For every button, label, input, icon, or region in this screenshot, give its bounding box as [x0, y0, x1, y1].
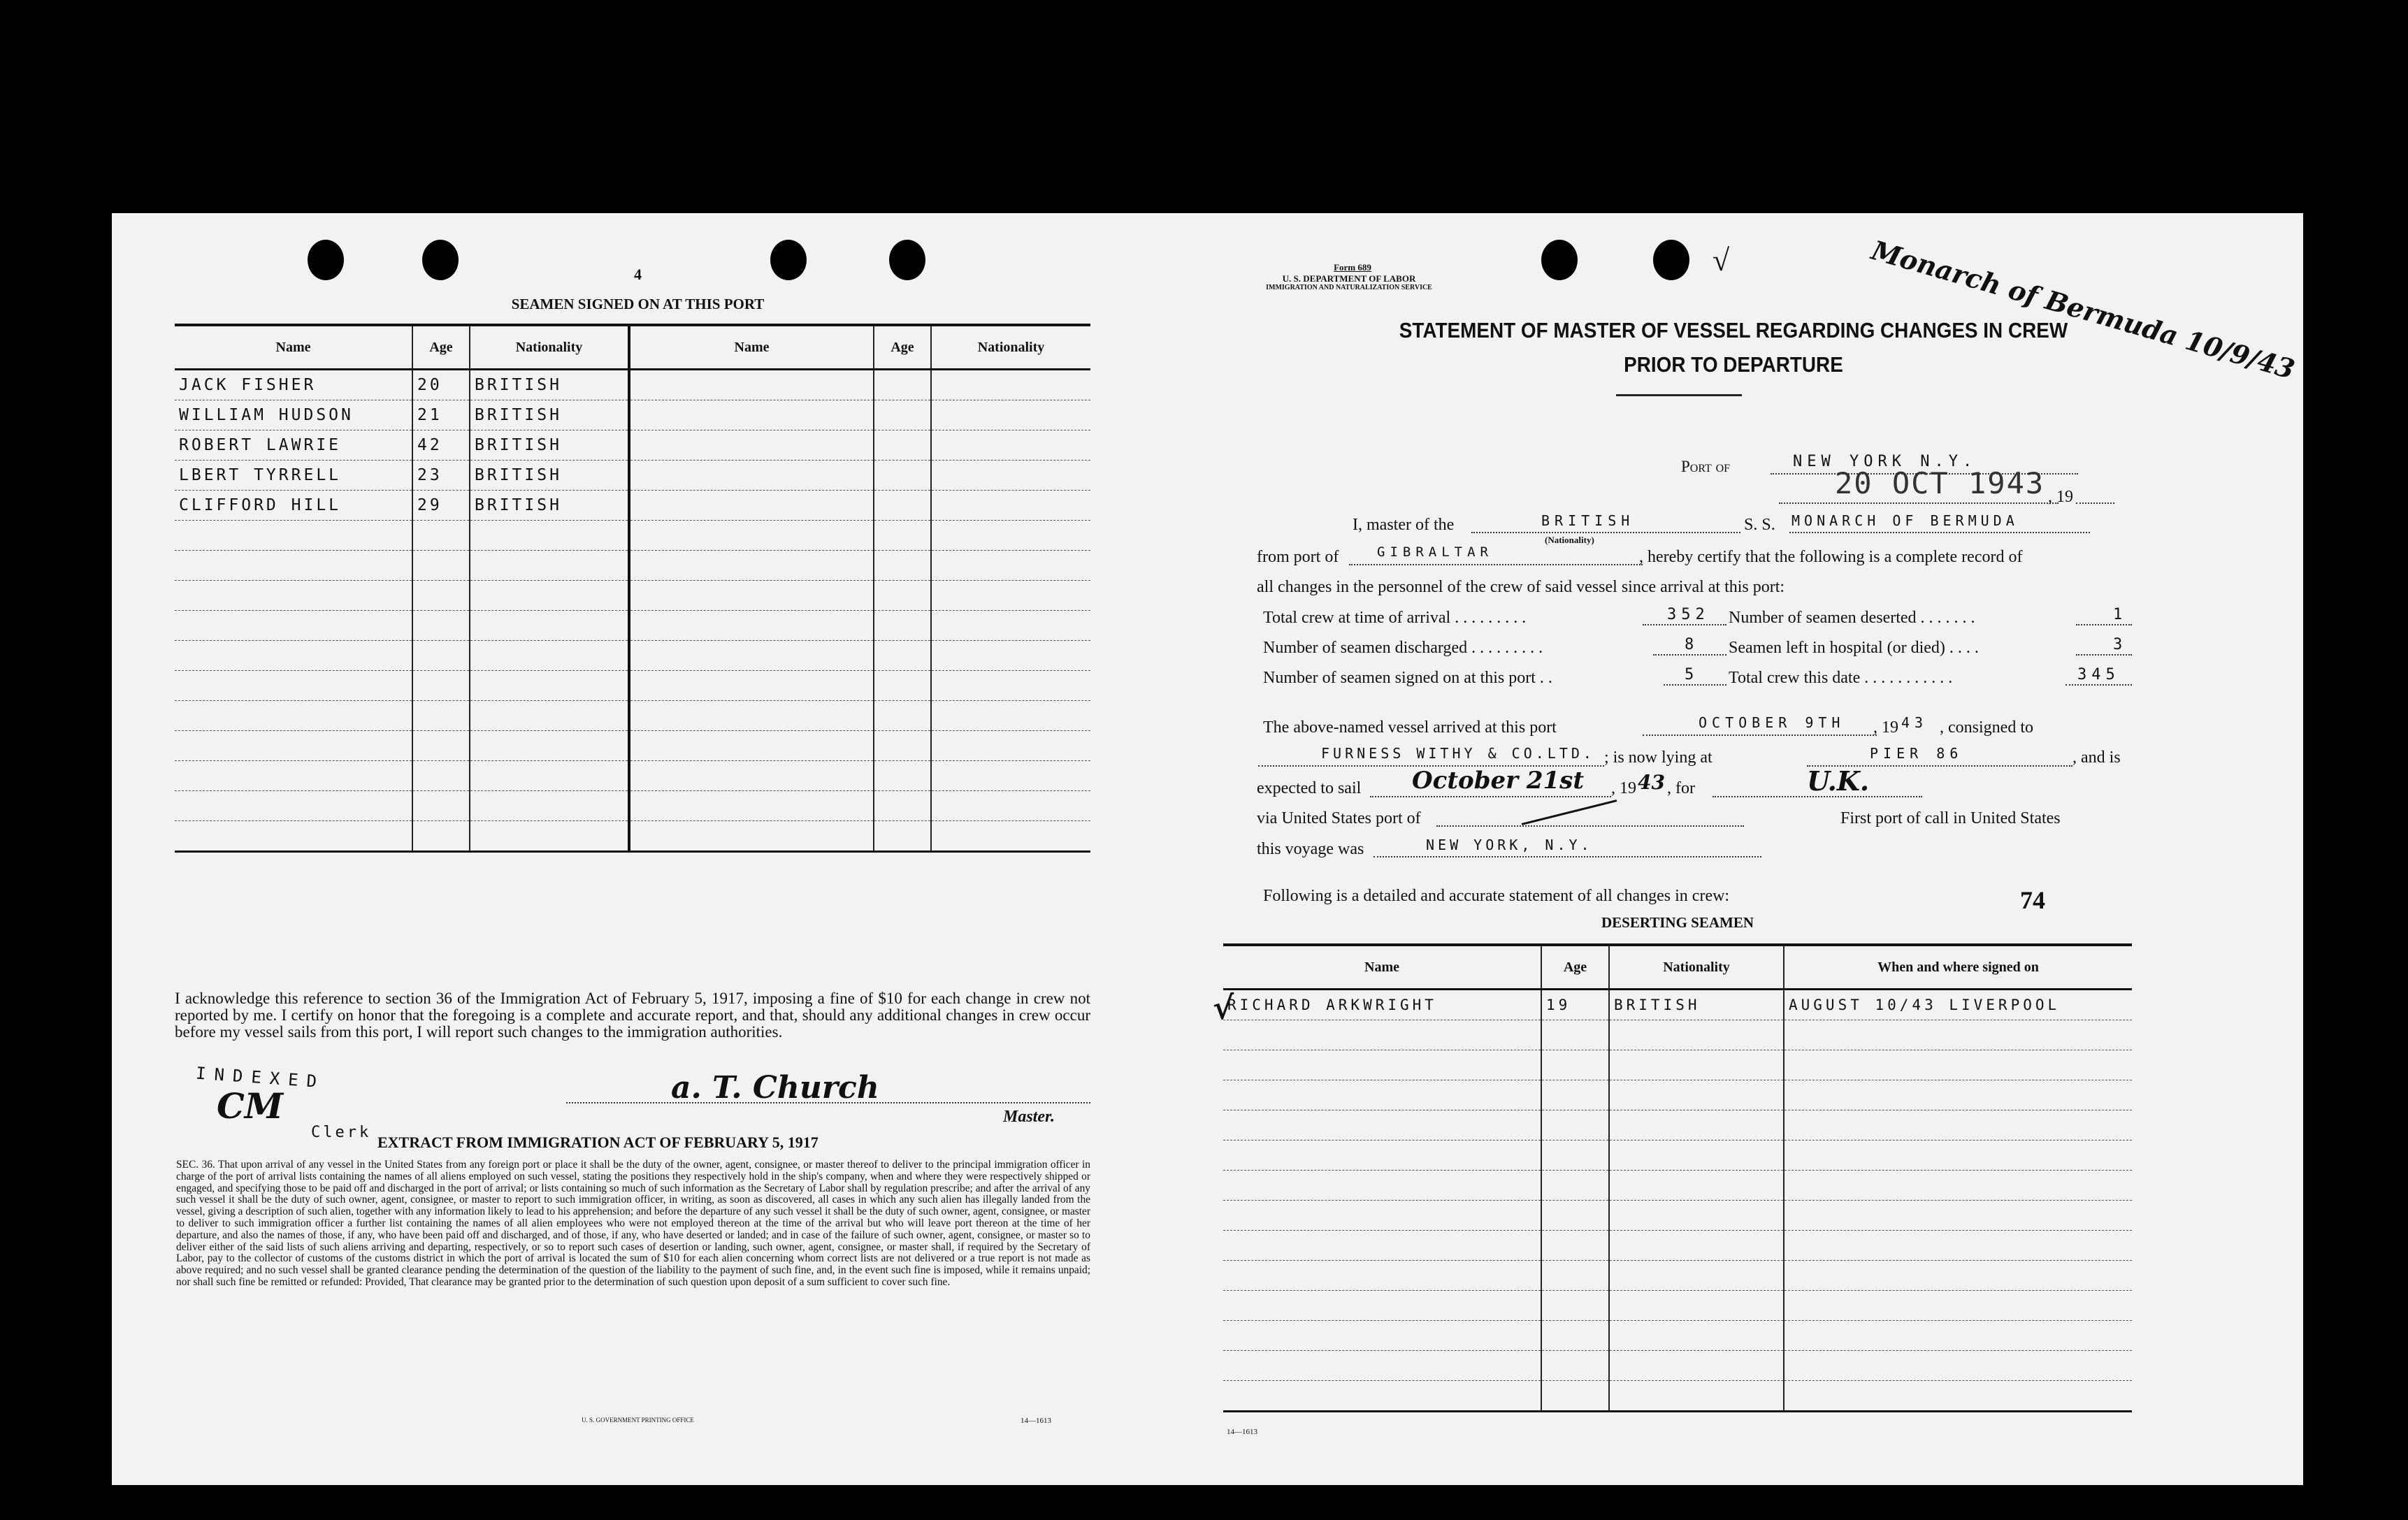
crew-age: 23: [412, 461, 470, 491]
crew-age: [874, 641, 931, 671]
table-row: [1223, 1020, 2132, 1050]
table-row: [1223, 1261, 2132, 1291]
crew-name: [175, 701, 412, 731]
crew-name: [629, 461, 874, 491]
deserter-nationality: [1609, 1291, 1784, 1321]
check-mark: √: [1713, 243, 1730, 277]
indexed-stamp: INDEXED: [195, 1063, 326, 1092]
clerk-initials: CM: [217, 1085, 284, 1127]
crew-nationality: [470, 731, 629, 761]
following-label: Following is a detailed and accurate statement of all changes in crew:: [1263, 887, 1730, 905]
deserter-signed-on: [1784, 1261, 2132, 1291]
crew-nationality: [470, 551, 629, 581]
crew-age: [412, 581, 470, 611]
deserter-nationality: [1609, 1171, 1784, 1201]
crew-name: [175, 821, 412, 852]
arrived-value: OCTOBER 9TH: [1699, 714, 1845, 731]
deserter-age: [1541, 1171, 1609, 1201]
header-signed-on: When and where signed on: [1784, 945, 2132, 990]
crew-name: [175, 521, 412, 551]
crew-nationality: [931, 521, 1090, 551]
certify-text-2: all changes in the personnel of the crew of said vessel since arrival at this port:: [1257, 578, 1785, 596]
crew-age: [412, 551, 470, 581]
crew-age: 21: [412, 400, 470, 430]
crew-nationality: [931, 671, 1090, 701]
deserter-age: 19: [1541, 990, 1609, 1020]
signed-on-value: 5: [1685, 666, 1699, 683]
table-row: [175, 581, 1090, 611]
left-page: [112, 213, 1164, 1485]
table-row: [175, 761, 1090, 791]
crew-nationality: [470, 761, 629, 791]
crew-name: [175, 611, 412, 641]
ship-name-line: [1789, 532, 2090, 533]
deserter-signed-on: [1784, 1351, 2132, 1381]
crew-name: [175, 761, 412, 791]
printing-office: U. S. GOVERNMENT PRINTING OFFICE: [582, 1417, 694, 1424]
crew-age: [874, 581, 931, 611]
table-row: [175, 641, 1090, 671]
crew-nationality: BRITISH: [470, 461, 629, 491]
expected-year: 43: [1638, 771, 1665, 794]
lying-label: ; is now lying at: [1604, 748, 1713, 767]
hospital-label: Seamen left in hospital (or died) . . . .: [1729, 639, 1979, 657]
table-row: [175, 821, 1090, 852]
crew-name: [629, 430, 874, 461]
crew-name: [629, 521, 874, 551]
lying-value: PIER 86: [1870, 745, 1963, 762]
form-number: Form 689: [1334, 262, 1371, 273]
header-age: Age: [412, 325, 470, 370]
crew-name: [629, 821, 874, 852]
deserter-signed-on: [1784, 1110, 2132, 1141]
port-of-label: Port of: [1681, 458, 1731, 475]
deserter-nationality: [1609, 1020, 1784, 1050]
crew-age: 42: [412, 430, 470, 461]
deserter-signed-on: [1784, 1020, 2132, 1050]
crew-age: [874, 611, 931, 641]
and-is-label: , and is: [2072, 748, 2121, 767]
crew-age: [874, 701, 931, 731]
crew-nationality: BRITISH: [470, 400, 629, 430]
deserting-title: DESERTING SEAMEN: [1601, 914, 1754, 931]
crew-name: [629, 491, 874, 521]
deserter-name: [1223, 1141, 1541, 1171]
total-crew-date-value: 345: [2077, 666, 2120, 683]
deserter-age: [1541, 1050, 1609, 1080]
form-subtitle: PRIOR TO DEPARTURE: [1624, 352, 1843, 377]
deserter-nationality: [1609, 1050, 1784, 1080]
title-rule: [1616, 394, 1742, 396]
deserter-nationality: [1609, 1201, 1784, 1231]
table-row: [1223, 1110, 2132, 1141]
table-row: [175, 430, 1090, 461]
extract-title: EXTRACT FROM IMMIGRATION ACT OF FEBRUARY 5, 1917: [377, 1134, 819, 1151]
table-row: [1223, 1291, 2132, 1321]
master-signature: a. T. Church: [671, 1070, 879, 1106]
deserter-name: [1223, 1050, 1541, 1080]
crew-age: [874, 821, 931, 852]
crew-nationality: [470, 581, 629, 611]
crew-nationality: [931, 611, 1090, 641]
deserter-age: [1541, 1321, 1609, 1351]
crew-name: [629, 791, 874, 821]
deserter-age: [1541, 1291, 1609, 1321]
deserter-age: [1541, 1231, 1609, 1261]
header-nationality: Nationality: [931, 325, 1090, 370]
master-label: Master.: [1003, 1108, 1055, 1126]
crew-nationality: [931, 461, 1090, 491]
discharged-value: 8: [1685, 636, 1699, 653]
deserter-name: [1223, 1381, 1541, 1412]
crew-age: [412, 671, 470, 701]
deserter-nationality: [1609, 1261, 1784, 1291]
crew-age: [412, 821, 470, 852]
service: IMMIGRATION AND NATURALIZATION SERVICE: [1266, 284, 1432, 291]
tick-mark: √: [1213, 989, 1234, 1027]
crew-name: JACK FISHER: [175, 370, 412, 400]
crew-age: [412, 731, 470, 761]
crew-nationality: [470, 521, 629, 551]
deserter-nationality: [1609, 1141, 1784, 1171]
arrived-year-prefix: , 19: [1873, 718, 1898, 737]
crew-nationality: [931, 491, 1090, 521]
crew-nationality: [470, 701, 629, 731]
nationality-caption: (Nationality): [1545, 535, 1594, 545]
value-line: [2076, 654, 2132, 656]
deserter-signed-on: [1784, 1201, 2132, 1231]
crew-age: [412, 791, 470, 821]
crew-nationality: [931, 821, 1090, 852]
table-row: [175, 521, 1090, 551]
nationality-value: BRITISH: [1541, 512, 1635, 529]
crew-name: [629, 701, 874, 731]
header-name: Name: [629, 325, 874, 370]
table-row: [175, 551, 1090, 581]
crew-name: [175, 641, 412, 671]
crew-name: LBERT TYRRELL: [175, 461, 412, 491]
deserter-nationality: [1609, 1080, 1784, 1110]
handwritten-note: Monarch of Bermuda 10/9/43: [1868, 234, 2298, 386]
signed-on-title: SEAMEN SIGNED ON AT THIS PORT: [511, 296, 765, 312]
crew-nationality: [931, 791, 1090, 821]
section-36-text: SEC. 36. That upon arrival of any vessel in the United States from any foreign port or place it shall be the duty of the owner, agent, consignee, or master thereof to deliver to the principal immigration officer in charge of the port of arrival lists containing the names of all aliens employed on such vessel, stating the positions they respectively hold in the ship's company, when and where they were respectively shipped or engaged, and specifying those to be paid off and discharged in the port of arrival; or lists containing so much of such information as the Secretary of Labor shall by regulation prescribe; and after the arrival of any such vessel it shall be the duty of such owner, agent, consignee, or master to report to such immigration officer, in writing, as soon as discovered, all cases in which any such alien has illegally landed from the vessel, giving a description of such alien, together with any information likely to lead to his apprehension; and before the departure of any such vessel it shall be the duty of such owner, agent, consignee, or master to deliver to such immigration officer a further list containing the names of all alien employees who were not employed thereon at the time of the arrival but who will leave port thereon at the time of her departure, and also the names of those, if any, who have been paid off and discharged, and of those, if any, who have deserted or landed; and in case of the failure of such owner, agent, consignee, or master so to deliver either of the said lists of such aliens arriving and departing, respectively, or so to report such cases of desertion or landing, such owner, agent, consignee, or master shall, if required by the Secretary of Labor, pay to the collector of customs of the customs district in which the port of arrival is located the sum of $10 for each alien concerning whom correct lists are not delivered or a true report is not made as above required; and no such vessel shall be granted clearance pending the determination of the question of the liability to the payment of such fine, and, in the event such fine is imposed, while it remains unpaid; nor shall such fine be remitted or refunded: Provided, That clearance may be granted prior to the determination of such question upon deposit of a sum sufficient to cover such fine.: [176, 1159, 1090, 1288]
header-nationality: Nationality: [470, 325, 629, 370]
crew-name: [629, 671, 874, 701]
deserter-signed-on: AUGUST 10/43 LIVERPOOL: [1784, 990, 2132, 1020]
crew-age: [874, 671, 931, 701]
expected-value: October 21st: [1412, 767, 1585, 795]
deserter-nationality: [1609, 1231, 1784, 1261]
consignee: FURNESS WITHY & CO.LTD.: [1321, 745, 1595, 762]
discharged-label: Number of seamen discharged . . . . . . . . .: [1263, 639, 1543, 657]
crew-age: [874, 400, 931, 430]
first-port-label: First port of call in United States: [1840, 809, 2061, 827]
table-row: [1223, 1351, 2132, 1381]
value-line: [1653, 654, 1726, 656]
voyage-value: NEW YORK, N.Y.: [1426, 837, 1593, 853]
crew-nationality: [931, 581, 1090, 611]
for-value: U.K.: [1807, 765, 1870, 797]
table-row: [175, 701, 1090, 731]
total-crew-arrival-label: Total crew at time of arrival . . . . . . . . .: [1263, 609, 1527, 627]
from-port-label: from port of: [1257, 548, 1339, 566]
right-page: [1164, 213, 2303, 1485]
port-of-value: NEW YORK N.Y.: [1793, 453, 1977, 470]
table-row: [1223, 1321, 2132, 1351]
table-row: [1223, 1201, 2132, 1231]
deserter-signed-on: [1784, 1321, 2132, 1351]
via-dash: [1522, 799, 1617, 825]
table-row: [175, 461, 1090, 491]
deserted-label: Number of seamen deserted . . . . . . .: [1729, 609, 1975, 627]
master-of-label: I, master of the: [1353, 516, 1455, 534]
deserting-seamen-table: [1223, 943, 2132, 1412]
year-line: [2076, 502, 2114, 504]
crew-age: [412, 761, 470, 791]
signed-on-label: Number of seamen signed on at this port . .: [1263, 669, 1552, 687]
value-line: [2076, 624, 2132, 625]
deserter-nationality: [1609, 1110, 1784, 1141]
arrived-year: 43: [1901, 714, 1928, 731]
voyage-line: [1374, 856, 1761, 857]
deserter-signed-on: [1784, 1080, 2132, 1110]
crew-age: 20: [412, 370, 470, 400]
table-row: [175, 611, 1090, 641]
crew-nationality: BRITISH: [470, 370, 629, 400]
table-row: [175, 491, 1090, 521]
arrived-label: The above-named vessel arrived at this port: [1263, 718, 1557, 737]
crew-name: [629, 761, 874, 791]
table-row: [1223, 1141, 2132, 1171]
table-header-row: [1223, 945, 2132, 990]
crew-age: [874, 731, 931, 761]
table-row: [1223, 1050, 2132, 1080]
crew-name: [629, 731, 874, 761]
crew-name: [629, 611, 874, 641]
deserter-name: [1223, 1321, 1541, 1351]
date-line: [1779, 502, 2059, 504]
deserter-name: [1223, 1291, 1541, 1321]
value-line: [1664, 684, 1726, 686]
form-title: STATEMENT OF MASTER OF VESSEL REGARDING CHANGES IN CREW: [1399, 318, 2068, 342]
crew-name: [629, 551, 874, 581]
crew-age: [412, 641, 470, 671]
deserted-value: 1: [2113, 606, 2128, 623]
from-port-line: [1349, 564, 1643, 565]
table-row: [175, 370, 1090, 400]
crew-name: [629, 641, 874, 671]
deserter-age: [1541, 1381, 1609, 1412]
crew-nationality: [470, 791, 629, 821]
crew-age: [874, 551, 931, 581]
crew-age: [874, 370, 931, 400]
page-number: 4: [634, 266, 642, 283]
deserter-name: [1223, 1231, 1541, 1261]
ship-name: MONARCH OF BERMUDA: [1791, 512, 2019, 529]
table-row: [1223, 1381, 2132, 1412]
hospital-value: 3: [2113, 636, 2128, 653]
deserter-name: [1223, 1261, 1541, 1291]
deserter-age: [1541, 1261, 1609, 1291]
table-row: [1223, 990, 2132, 1020]
crew-name: [175, 731, 412, 761]
deserter-nationality: [1609, 1351, 1784, 1381]
from-port-value: GIBRALTAR: [1377, 544, 1493, 560]
deserter-name: [1223, 1351, 1541, 1381]
department: U. S. DEPARTMENT OF LABOR: [1282, 273, 1416, 284]
crew-nationality: [931, 551, 1090, 581]
expected-year-prefix: , 19: [1611, 779, 1636, 797]
signed-on-table: [175, 324, 1090, 853]
crew-nationality: [931, 731, 1090, 761]
crew-name: [175, 551, 412, 581]
crew-age: [412, 701, 470, 731]
clerk-stamp: Clerk: [311, 1124, 372, 1141]
header-nationality: Nationality: [1609, 945, 1784, 990]
deserter-signed-on: [1784, 1141, 2132, 1171]
crew-age: [874, 491, 931, 521]
header-name: Name: [175, 325, 412, 370]
crew-nationality: [470, 611, 629, 641]
deserter-name: [1223, 1110, 1541, 1141]
signature-line: [566, 1102, 1090, 1103]
deserter-age: [1541, 1201, 1609, 1231]
table-row: [175, 731, 1090, 761]
crew-nationality: [931, 641, 1090, 671]
form-code: 14—1613: [1021, 1417, 1051, 1425]
crew-age: [874, 791, 931, 821]
crew-age: [874, 430, 931, 461]
expected-label: expected to sail: [1257, 779, 1362, 797]
crew-name: WILLIAM HUDSON: [175, 400, 412, 430]
crew-nationality: [931, 701, 1090, 731]
voyage-label: this voyage was: [1257, 840, 1364, 858]
deserter-name: RICHARD ARKWRIGHT: [1223, 990, 1541, 1020]
header-age: Age: [1541, 945, 1609, 990]
crew-name: [629, 400, 874, 430]
crew-nationality: [931, 430, 1090, 461]
crew-nationality: [470, 821, 629, 852]
deserter-age: [1541, 1351, 1609, 1381]
crew-name: [175, 581, 412, 611]
crew-nationality: [470, 671, 629, 701]
arrived-line: [1643, 734, 1877, 736]
deserter-name: [1223, 1080, 1541, 1110]
crew-nationality: [931, 761, 1090, 791]
total-crew-arrival-value: 352: [1667, 606, 1710, 623]
deserter-signed-on: [1784, 1291, 2132, 1321]
crew-age: [874, 521, 931, 551]
deserter-age: [1541, 1020, 1609, 1050]
value-line: [1643, 624, 1726, 625]
ss-label: S. S.: [1744, 516, 1775, 534]
table-row: [175, 671, 1090, 701]
form-code: 14—1613: [1227, 1428, 1257, 1436]
header-name: Name: [1223, 945, 1541, 990]
deserter-name: [1223, 1201, 1541, 1231]
via-line: [1436, 825, 1744, 827]
table-row: [1223, 1080, 2132, 1110]
date-stamp: 20 OCT 1943: [1835, 466, 2045, 500]
crew-name: [175, 791, 412, 821]
crew-nationality: BRITISH: [470, 430, 629, 461]
crew-name: CLIFFORD HILL: [175, 491, 412, 521]
consigned-label: , consigned to: [1940, 718, 2033, 737]
deserter-age: [1541, 1141, 1609, 1171]
crew-nationality: [931, 400, 1090, 430]
table-row: [175, 791, 1090, 821]
acknowledgement-text: I acknowledge this reference to section 36 of the Immigration Act of February 5, 1917, imposing a fine of $10 for each change in crew not reported by me. I certify on honor that the foregoing is a complete and accurate report, and that, should any additional changes in crew occur before my vessel sails from this port, I will report such changes to the immigration authorities.: [175, 990, 1090, 1041]
crew-age: [874, 461, 931, 491]
punch-hole: [1541, 240, 1578, 280]
crew-name: [629, 370, 874, 400]
deserter-signed-on: [1784, 1050, 2132, 1080]
crew-age: 29: [412, 491, 470, 521]
header-age: Age: [874, 325, 931, 370]
year-suffix: , 19: [2048, 488, 2073, 506]
crew-age: [874, 761, 931, 791]
via-label: via United States port of: [1257, 809, 1421, 827]
deserter-nationality: [1609, 1381, 1784, 1412]
crew-name: [629, 581, 874, 611]
deserter-name: [1223, 1020, 1541, 1050]
crew-nationality: BRITISH: [470, 491, 629, 521]
crew-age: [412, 611, 470, 641]
crew-name: ROBERT LAWRIE: [175, 430, 412, 461]
deserter-nationality: [1609, 1321, 1784, 1351]
value-line: [2065, 684, 2132, 686]
deserter-signed-on: [1784, 1381, 2132, 1412]
deserter-age: [1541, 1110, 1609, 1141]
crew-name: [175, 671, 412, 701]
crew-nationality: [931, 370, 1090, 400]
certify-text: , hereby certify that the following is a complete record of: [1639, 548, 2023, 566]
deserter-age: [1541, 1080, 1609, 1110]
table-row: [1223, 1171, 2132, 1201]
deserter-signed-on: [1784, 1171, 2132, 1201]
table-header-row: [175, 325, 1090, 370]
total-crew-date-label: Total crew this date . . . . . . . . . . .: [1729, 669, 1953, 687]
for-label: , for: [1667, 779, 1695, 797]
nationality-line: [1471, 532, 1740, 533]
table-row: [1223, 1231, 2132, 1261]
deserter-nationality: BRITISH: [1609, 990, 1784, 1020]
deserter-name: [1223, 1171, 1541, 1201]
crew-nationality: [470, 641, 629, 671]
expected-line: [1370, 796, 1611, 797]
crew-age: [412, 521, 470, 551]
table-row: [175, 400, 1090, 430]
deserter-signed-on: [1784, 1231, 2132, 1261]
punch-hole: [1653, 240, 1689, 280]
page-count: 74: [2020, 886, 2045, 914]
